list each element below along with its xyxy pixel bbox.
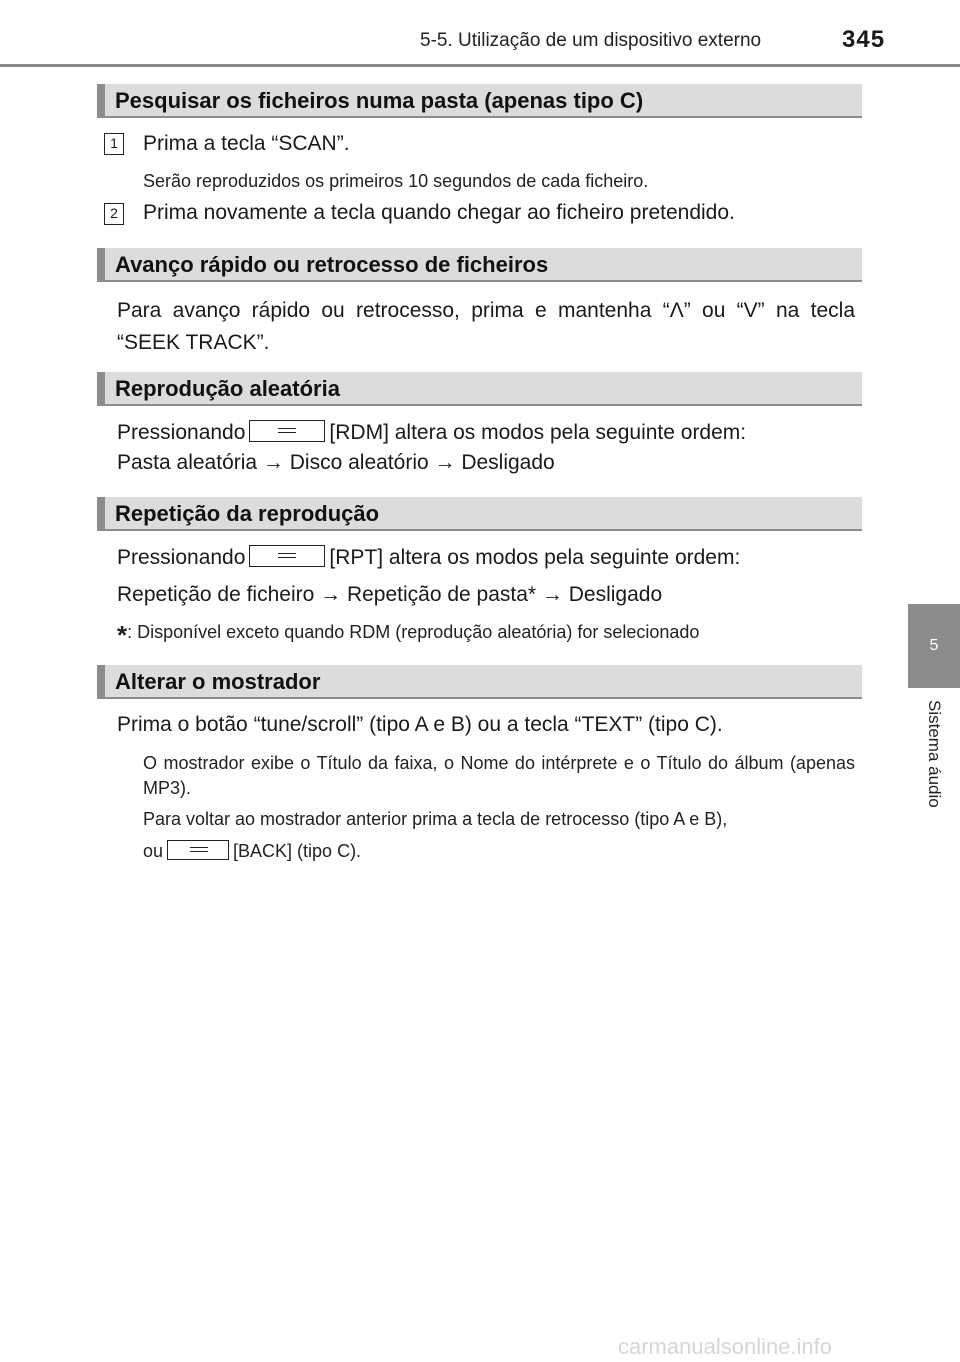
display-note-3 bbox=[143, 840, 361, 862]
header-divider bbox=[0, 64, 960, 67]
page-number: 345 bbox=[842, 26, 886, 53]
note3-pre: ou bbox=[143, 841, 164, 861]
chapter-number: 5 bbox=[929, 637, 939, 654]
key-button-icon bbox=[249, 420, 325, 442]
repeat-pre: Pressionando bbox=[117, 546, 246, 569]
step-1-note: Serão reproduzidos os primeiros 10 segundos de cada ficheiro. bbox=[143, 171, 649, 191]
fast-forward-text: Para avanço rápido ou retrocesso, prima e mantenha “Λ” ou “V” na tecla “SEEK TRACK”. bbox=[117, 299, 855, 354]
random-line-1 bbox=[117, 420, 746, 445]
section-title-search bbox=[97, 84, 862, 118]
watermark: carmanualsonline.info bbox=[618, 1334, 833, 1359]
repeat-post: [RPT] altera os modos pela seguinte ordem: bbox=[329, 546, 741, 569]
key-button-icon bbox=[249, 545, 325, 567]
display-text: Prima o botão “tune/scroll” (tipo A e B) ou a tecla “TEXT” (tipo C). bbox=[117, 713, 723, 736]
section-title-fast bbox=[97, 248, 862, 282]
section-title-repeat bbox=[97, 497, 862, 531]
display-note-2: Para voltar ao mostrador anterior prima a tecla de retrocesso (tipo A e B), bbox=[143, 809, 728, 829]
step-1-text: Prima a tecla “SCAN”. bbox=[143, 132, 350, 155]
section-title-text: Reprodução aleatória bbox=[115, 376, 340, 401]
section-header: 5-5. Utilização de um dispositivo externo bbox=[420, 30, 762, 51]
note3-post: [BACK] (tipo C). bbox=[233, 841, 362, 861]
repeat-footnote bbox=[117, 620, 699, 651]
section-title-random bbox=[97, 372, 862, 406]
section-title-text: Alterar o mostrador bbox=[115, 669, 321, 694]
section-title-display bbox=[97, 665, 862, 699]
repeat-line-1 bbox=[117, 545, 740, 570]
step-number-1: 1 bbox=[104, 133, 124, 155]
key-button-icon bbox=[167, 840, 229, 860]
section-title-text: Pesquisar os ficheiros numa pasta (apenas tipo C) bbox=[115, 88, 644, 113]
section-title-text: Repetição da reprodução bbox=[115, 501, 380, 526]
chapter-tab bbox=[908, 604, 960, 688]
chapter-label-text: Sistema áudio bbox=[925, 700, 944, 808]
section-title-text: Avanço rápido ou retrocesso de ficheiros bbox=[115, 252, 549, 277]
random-pre: Pressionando bbox=[117, 421, 246, 444]
step-number-2: 2 bbox=[104, 203, 124, 225]
footnote-text: : Disponível exceto quando RDM (reprodução aleatória) for selecionado bbox=[127, 622, 700, 642]
random-line-2: Pasta aleatória → Disco aleatório → Desligado bbox=[117, 451, 555, 474]
step-2-text: Prima novamente a tecla quando chegar ao ficheiro pretendido. bbox=[143, 201, 735, 224]
repeat-line-2: Repetição de ficheiro → Repetição de pasta* → Desligado bbox=[117, 583, 663, 606]
display-note-1: O mostrador exibe o Título da faixa, o Nome do intérprete e o Título do álbum (apenas MP3). bbox=[143, 753, 855, 798]
random-post: [RDM] altera os modos pela seguinte ordem: bbox=[329, 421, 747, 444]
footnote-mark: * bbox=[117, 620, 128, 650]
